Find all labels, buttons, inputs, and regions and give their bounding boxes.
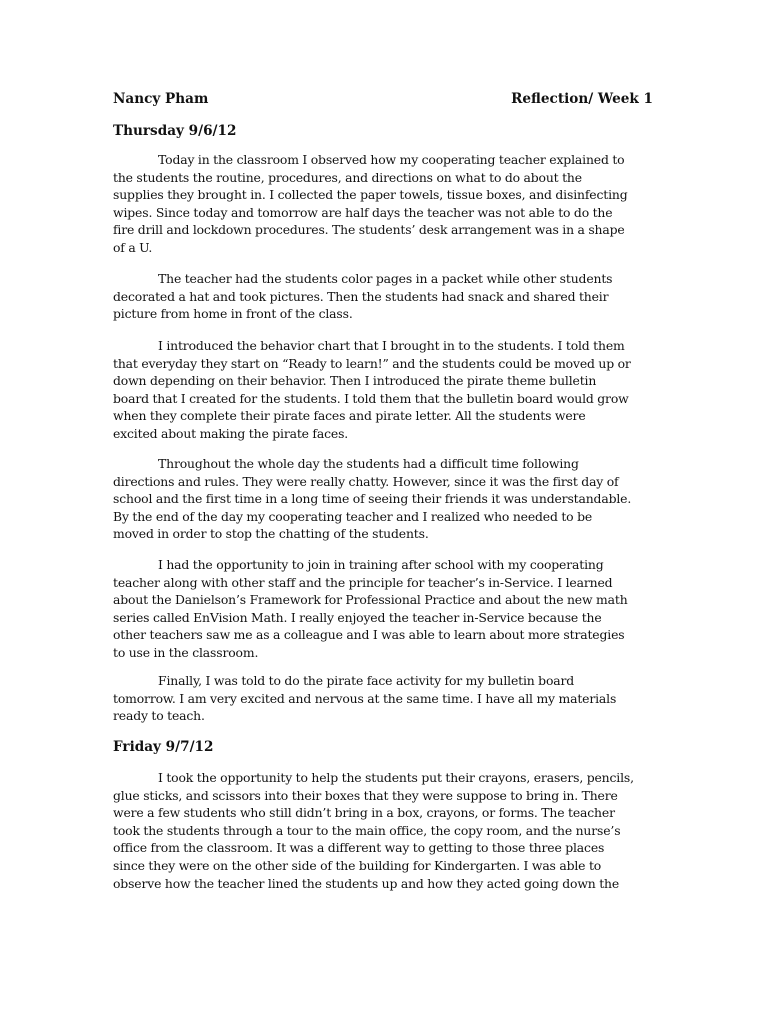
paragraph-line: that everyday they start on “Ready to learn!” and the students could be moved up or (113, 355, 631, 371)
paragraph-line: other teachers saw me as a colleague and I was able to learn about more strategies (113, 627, 625, 643)
paragraph-line: Throughout the whole day the students had a difficult time following (158, 456, 579, 471)
paragraph-line: board that I created for the students. I told them that the bulletin board would grow (113, 390, 629, 406)
paragraph (113, 151, 658, 257)
paragraph-line: down depending on their behavior. Then I introduced the pirate theme bulletin (113, 373, 597, 389)
paragraph (113, 672, 658, 725)
paragraph-line: observe how the teacher lined the students up and how they acted going down the (113, 875, 620, 891)
paragraph-line: to use in the classroom. (113, 644, 259, 660)
paragraph (113, 455, 658, 543)
paragraph-line: series called EnVision Math. I really enjoyed the teacher in-Service because the (113, 609, 602, 625)
paragraph-line: Today in the classroom I observed how my cooperating teacher explained to (158, 152, 625, 167)
paragraph-line: when they complete their pirate faces and pirate letter. All the students were (113, 408, 586, 424)
paragraph-line: supplies they brought in. I collected the paper towels, tissue boxes, and disinfecting (113, 187, 628, 203)
paragraph-line: office from the classroom. It was a different way to getting to those three places (113, 840, 605, 856)
paragraph-line: fire drill and lockdown procedures. The students’ desk arrangement was in a shape (113, 222, 625, 238)
paragraph-line: The teacher had the students color pages in a packet while other students (158, 271, 613, 286)
paragraph (113, 556, 658, 662)
paragraph-line: the students the routine, procedures, and directions on what to do about the (113, 169, 582, 185)
document-title: Reflection/ Week 1 (511, 91, 653, 107)
paragraph-line: teacher along with other staff and the principle for teacher’s in-Service. I learned (113, 574, 613, 590)
paragraph-line: excited about making the pirate faces. (113, 425, 349, 441)
paragraph-line: I had the opportunity to join in training after school with my cooperating (158, 557, 604, 572)
paragraph-line: since they were on the other side of the building for Kindergarten. I was able to (113, 857, 602, 873)
paragraph-line: tomorrow. I am very excited and nervous at the same time. I have all my materials (113, 690, 617, 706)
paragraph-line: moved in order to stop the chatting of the students. (113, 526, 429, 542)
author-name: Nancy Pham (113, 91, 209, 107)
day-heading: Friday 9/7/12 (113, 739, 214, 755)
paragraph-line: were a few students who still didn’t bring in a box, crayons, or forms. The teacher (113, 805, 615, 821)
paragraph (113, 337, 658, 443)
paragraph-line: I introduced the behavior chart that I brought in to the students. I told them (158, 338, 625, 353)
paragraph-line: took the students through a tour to the main office, the copy room, and the nurse’s (113, 822, 621, 838)
paragraph-line: decorated a hat and took pictures. Then the students had snack and shared their (113, 288, 609, 304)
paragraph-line: I took the opportunity to help the students put their crayons, erasers, pencils, (158, 770, 634, 785)
paragraph (113, 270, 658, 323)
paragraph-line: picture from home in front of the class. (113, 306, 353, 322)
paragraph-line: school and the first time in a long time of seeing their friends it was understandable. (113, 491, 632, 507)
paragraph (113, 769, 658, 892)
paragraph-line: about the Danielson’s Framework for Professional Practice and about the new math (113, 592, 628, 608)
paragraph-line: wipes. Since today and tomorrow are half days the teacher was not able to do the (113, 204, 613, 220)
paragraph-line: ready to teach. (113, 708, 205, 724)
paragraph-line: directions and rules. They were really chatty. However, since it was the first day of (113, 473, 619, 489)
paragraph-line: of a U. (113, 239, 153, 255)
day-heading: Thursday 9/6/12 (113, 123, 237, 139)
paragraph-line: glue sticks, and scissors into their boxes that they were suppose to bring in. There (113, 787, 618, 803)
paragraph-line: By the end of the day my cooperating teacher and I realized who needed to be (113, 508, 593, 524)
paragraph-line: Finally, I was told to do the pirate face activity for my bulletin board (158, 673, 575, 688)
